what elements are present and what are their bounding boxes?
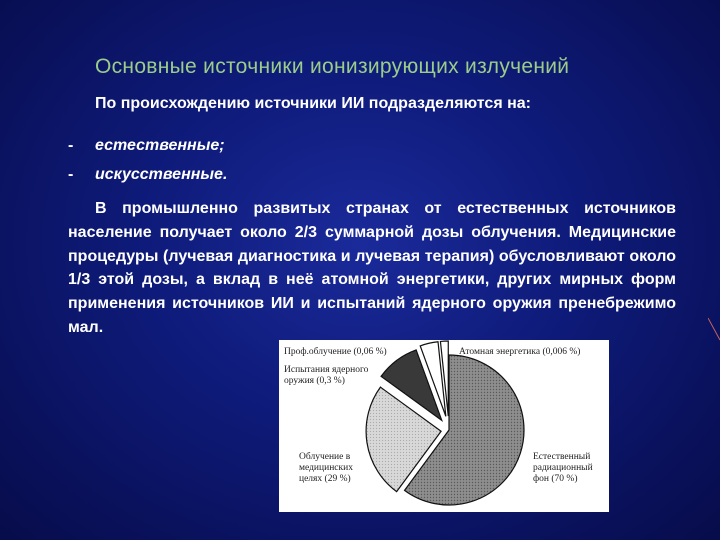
slide-title: Основные источники ионизирующих излучений [95, 55, 570, 78]
chart-label-nuclear-energy: Атомная энергетика (0,006 %) [459, 347, 581, 357]
bullet-dash: - [68, 137, 74, 154]
corner-decoration [708, 318, 720, 344]
bullet-text: естественные; [95, 137, 225, 154]
chart-label-weapons-tests: Испытания ядерного оружия (0,3 %) [284, 365, 369, 386]
chart-label-natural: Естественный радиационный фон (70 %) [533, 452, 593, 484]
pie-chart [279, 340, 609, 512]
bullet-dash: - [68, 166, 74, 183]
bullet-text: искусственные. [95, 166, 228, 183]
chart-label-prof: Проф.облучение (0,06 %) [284, 347, 387, 357]
body-paragraph: В промышленно развитых странах от естественных источников население получает около 2/3 суммарной дозы облучения. Медицинские процедуры (лучевая диагностика и лучевая терапия) обусловливают около 1/3 этой дозы, а вклад в неё атомной энергетики, других мирных форм применения источников ИИ и испытаний ядерного оружия пренебрежимо мал. [68, 200, 676, 336]
chart-label-medical: Облучение в медицинских целях (29 %) [299, 452, 353, 484]
slide-subtitle: По происхождению источники ИИ подразделяются на: [95, 95, 531, 112]
